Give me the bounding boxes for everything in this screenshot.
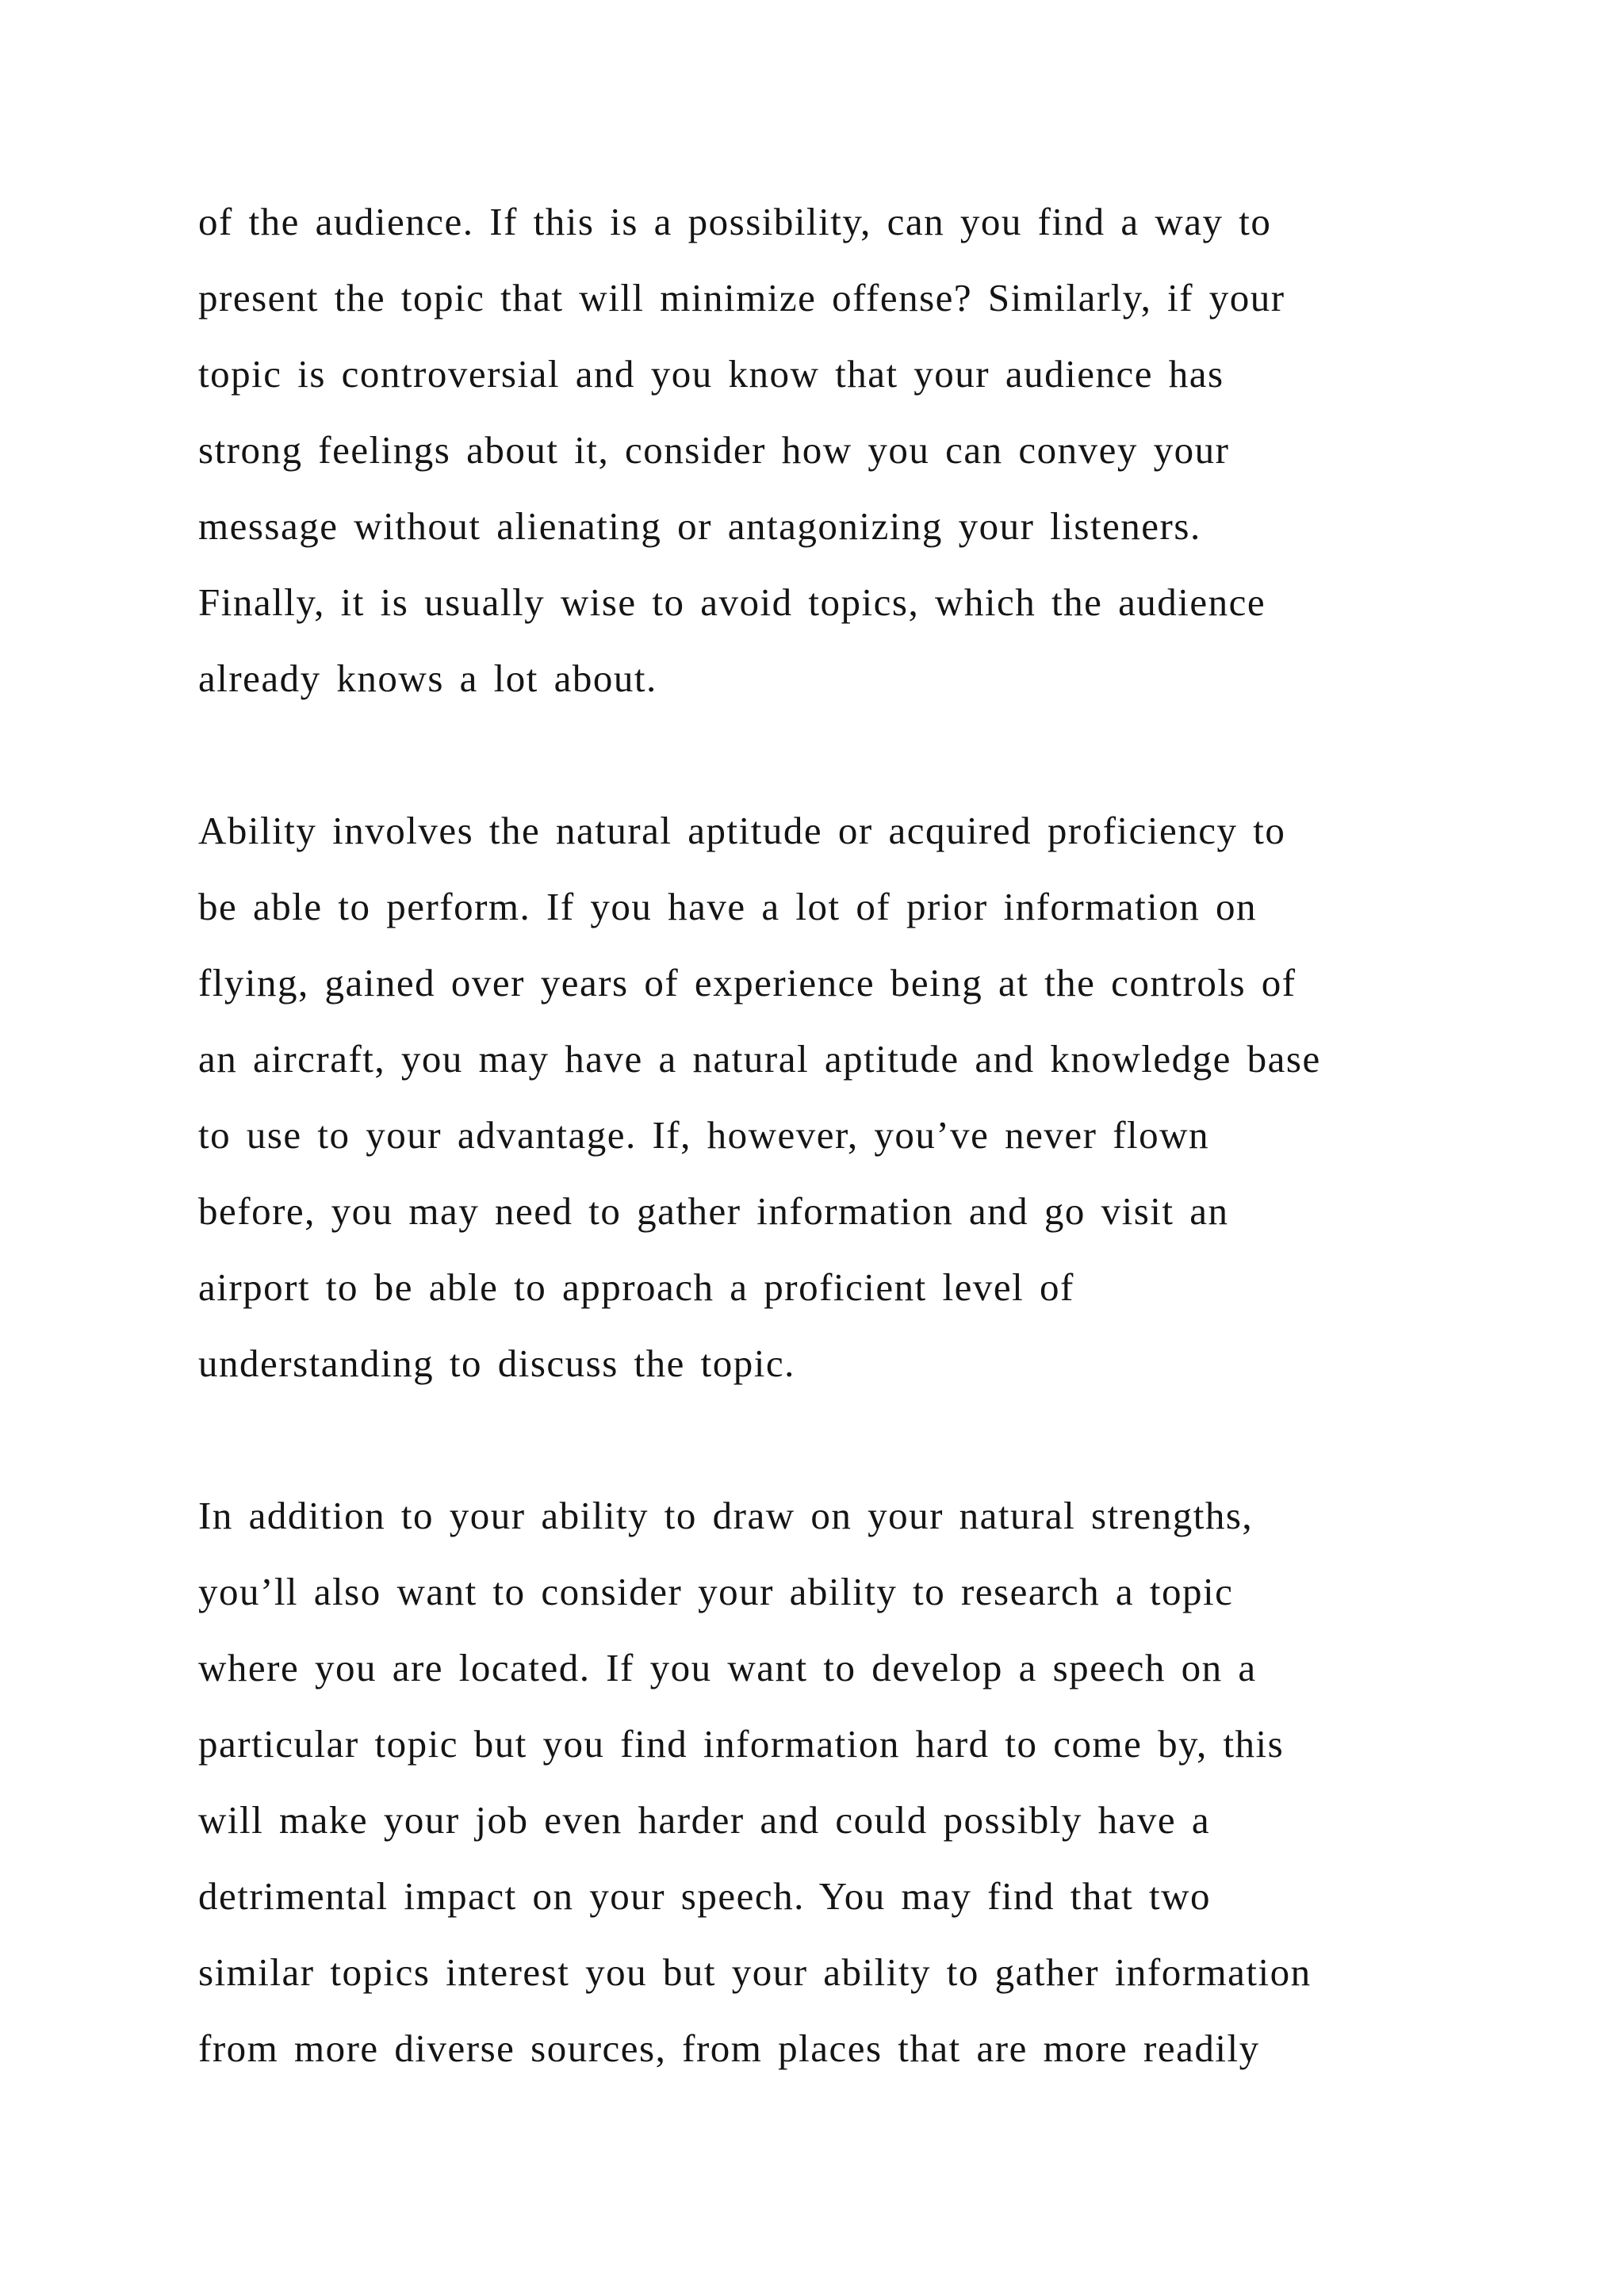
text-line: from more diverse sources, from places that are more readily — [198, 2026, 1260, 2070]
text-line: of the audience. If this is a possibility, can you find a way to — [198, 200, 1272, 243]
text-line: will make your job even harder and could possibly have a — [198, 1798, 1211, 1842]
text-line: message without alienating or antagonizing your listeners. — [198, 504, 1201, 548]
text-line: detrimental impact on your speech. You may find that two — [198, 1874, 1212, 1918]
text-line: present the topic that will minimize offense? Similarly, if your — [198, 276, 1285, 320]
text-line: Finally, it is usually wise to avoid topics, which the audience — [198, 580, 1266, 624]
text-line: flying, gained over years of experience being at the controls of — [198, 961, 1297, 1004]
text-line: strong feelings about it, consider how you can convey your — [198, 428, 1230, 472]
text-line: you’ll also want to consider your ability to research a topic — [198, 1570, 1234, 1613]
text-line: similar topics interest you but your ability to gather information — [198, 1950, 1312, 1994]
paragraph-research — [198, 1478, 1507, 2087]
text-line: before, you may need to gather information and go visit an — [198, 1189, 1229, 1233]
text-line: particular topic but you find information hard to come by, this — [198, 1722, 1285, 1766]
text-line: airport to be able to approach a proficient level of — [198, 1265, 1074, 1309]
text-line: Ability involves the natural aptitude or acquired proficiency to — [198, 809, 1286, 852]
text-line: already knows a lot about. — [198, 656, 657, 700]
text-line: topic is controversial and you know that your audience has — [198, 352, 1224, 396]
paragraph-audience — [198, 184, 1507, 717]
text-line: an aircraft, you may have a natural aptitude and knowledge base — [198, 1037, 1321, 1081]
paragraph-ability — [198, 793, 1507, 1402]
text-line: understanding to discuss the topic. — [198, 1341, 795, 1385]
text-line: to use to your advantage. If, however, you’ve never flown — [198, 1113, 1210, 1157]
text-line: where you are located. If you want to develop a speech on a — [198, 1646, 1257, 1689]
text-line: In addition to your ability to draw on your natural strengths, — [198, 1494, 1254, 1537]
text-line: be able to perform. If you have a lot of prior information on — [198, 885, 1258, 928]
